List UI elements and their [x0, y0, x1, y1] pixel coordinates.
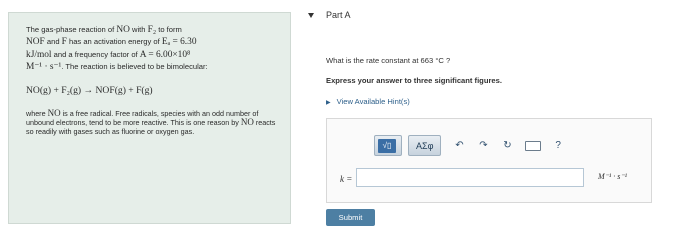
question-text: What is the rate constant at 663 °C ?: [326, 56, 451, 65]
part-label: Part A: [326, 10, 351, 20]
note-text-2: is a free radical. Free radicals, species with an odd number of unbound electrons, tend to be more reactive. This is one reason by: [26, 108, 259, 128]
note-text-3: reacts so readily with gases such as fluorine or oxygen gas.: [26, 118, 276, 137]
reaction-equation: NO(g) + F₂(g) → NOF(g) + F(g): [26, 84, 153, 96]
intro-text-1: The gas-phase reaction of: [26, 25, 117, 34]
view-hints-link[interactable]: [326, 97, 410, 106]
rate-constant-label: k =: [340, 174, 353, 184]
math-toolbar: [374, 135, 561, 156]
problem-statement-panel: [8, 12, 291, 224]
intro-text-5: has an activation energy of: [66, 37, 162, 47]
note-no-formula-2: NO: [240, 117, 254, 128]
activation-energy-value: Eₐ = 6.30: [161, 37, 197, 48]
hint-link-label: View Available Hint(s): [336, 97, 410, 106]
keyboard-icon[interactable]: [525, 141, 541, 151]
intro-text-3: to form: [156, 25, 182, 34]
template-button[interactable]: [374, 135, 402, 156]
instruction-text: Express your answer to three significant figures.: [326, 76, 502, 85]
answer-units: M⁻¹ · s⁻¹: [598, 172, 628, 181]
note-no-formula: NO: [47, 107, 61, 118]
greek-label: ΑΣφ: [416, 140, 434, 151]
free-radical-note: [26, 109, 278, 137]
intro-text-7: . The reaction is believed to be bimolecular:: [61, 62, 208, 72]
answer-area: [326, 118, 652, 203]
f-formula: F: [61, 37, 67, 48]
frequency-factor-value: A = 6.00×10⁸: [139, 49, 191, 60]
intro-text-6: and a frequency factor of: [51, 49, 140, 59]
activation-energy-units: kJ/mol: [26, 49, 52, 60]
no-formula: NO: [116, 25, 130, 35]
part-a-header[interactable]: [308, 10, 351, 20]
undo-icon[interactable]: ↶: [455, 140, 464, 151]
collapse-triangle-icon[interactable]: [308, 13, 314, 18]
reset-icon[interactable]: ↻: [503, 140, 512, 151]
greek-symbols-button[interactable]: [408, 135, 441, 156]
f2-formula: F₂: [147, 25, 157, 35]
redo-icon[interactable]: ↷: [479, 140, 488, 151]
frequency-factor-units: M⁻¹ · s⁻¹: [26, 62, 62, 73]
intro-text-4: and: [44, 37, 62, 47]
rate-constant-input[interactable]: [356, 168, 584, 187]
intro-text-2: with: [129, 25, 148, 34]
sqrt-template-icon: √▯: [378, 139, 396, 153]
submit-button[interactable]: Submit: [326, 209, 375, 226]
problem-intro: [26, 24, 278, 74]
help-icon[interactable]: ?: [555, 140, 561, 151]
nof-formula: NOF: [26, 37, 45, 48]
note-text-1: where: [26, 108, 48, 118]
expand-arrow-icon: ▶: [326, 100, 331, 106]
